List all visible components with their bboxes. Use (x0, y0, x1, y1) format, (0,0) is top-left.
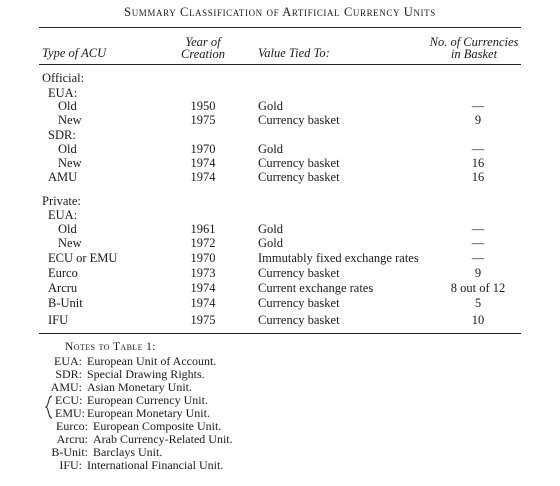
cell-type: EUA: (48, 86, 78, 100)
table-row (0, 170, 560, 184)
cell-type: New (58, 156, 82, 170)
cell-value-tied-to: Gold (258, 222, 283, 236)
note-definition: Arab Currency-Related Unit. (93, 432, 233, 446)
cell-type: New (58, 236, 82, 250)
note-item (48, 420, 221, 432)
cell-type: ECU or EMU (48, 251, 118, 265)
header-value-tied-to: Value Tied To: (258, 46, 330, 60)
header-currencies-line2: in Basket (450, 47, 498, 61)
table-row (0, 313, 560, 327)
top-rule (39, 27, 521, 28)
cell-value-tied-to: Gold (258, 142, 283, 156)
note-definition: Special Drawing Rights. (87, 367, 205, 381)
table-row (0, 236, 560, 250)
note-definition: European Unit of Account. (87, 354, 217, 368)
cell-year: 1972 (190, 236, 216, 250)
cell-year: 1950 (190, 99, 216, 113)
note-abbreviation: SDR: (55, 367, 82, 381)
table-row (0, 251, 560, 265)
cell-value-tied-to: Currency basket (258, 313, 340, 327)
notes-title: Notes to Table 1: (65, 341, 156, 353)
note-abbreviation: IFU: (59, 458, 82, 472)
table-row (0, 113, 560, 127)
cell-type: Eurco (48, 266, 78, 280)
cell-year: 1975 (190, 313, 216, 327)
table-row (0, 208, 560, 222)
cell-currency-count: 16 (471, 170, 485, 184)
cell-value-tied-to: Currency basket (258, 113, 340, 127)
note-abbreviation: Eurco: (56, 419, 88, 433)
cell-currency-count: — (471, 251, 485, 265)
note-item (55, 394, 208, 406)
cell-currency-count: — (471, 99, 485, 113)
cell-year: 1974 (190, 170, 216, 184)
table-row (0, 99, 560, 113)
header-rule (39, 64, 521, 65)
cell-type: Private: (42, 194, 81, 208)
cell-type: EUA: (48, 208, 78, 222)
table-row (0, 222, 560, 236)
cell-year: 1974 (190, 281, 216, 295)
cell-value-tied-to: Currency basket (258, 156, 340, 170)
cell-currency-count: — (471, 222, 485, 236)
cell-year: 1974 (190, 156, 216, 170)
table-row (0, 194, 560, 208)
note-definition: European Monetary Unit. (87, 406, 210, 420)
cell-currency-count: 5 (474, 296, 482, 310)
note-definition: Asian Monetary Unit. (87, 380, 192, 394)
cell-value-tied-to: Currency basket (258, 266, 340, 280)
note-definition: European Composite Unit. (93, 419, 222, 433)
cell-type: B-Unit (48, 296, 83, 310)
cell-type: Old (58, 99, 77, 113)
table-row (0, 266, 560, 280)
bottom-rule (39, 333, 521, 334)
note-abbreviation: Arcru: (56, 432, 88, 446)
cell-currency-count: 9 (474, 113, 482, 127)
note-definition: International Financial Unit. (87, 458, 224, 472)
note-item (48, 433, 233, 445)
table-row (0, 142, 560, 156)
note-item (48, 368, 205, 380)
cell-value-tied-to: Current exchange rates (258, 281, 374, 295)
cell-year: 1970 (190, 142, 216, 156)
note-abbreviation: B-Unit: (51, 445, 88, 459)
header-year-line1: Year of (185, 35, 221, 49)
cell-type: Official: (42, 71, 85, 85)
cell-year: 1973 (190, 266, 216, 280)
note-definition: European Currency Unit. (87, 393, 208, 407)
cell-year: 1975 (190, 113, 216, 127)
cell-year: 1970 (190, 251, 216, 265)
note-abbreviation: ECU: (55, 393, 83, 407)
cell-type: AMU (48, 170, 78, 184)
ecu-emu-brace (45, 395, 53, 419)
table-row (0, 281, 560, 295)
note-definition: Barclays Unit. (93, 445, 163, 459)
cell-value-tied-to: Immutably fixed exchange rates (258, 251, 419, 265)
cell-type: SDR: (48, 128, 76, 142)
cell-year: 1961 (190, 222, 216, 236)
note-abbreviation: EUA: (54, 354, 82, 368)
cell-value-tied-to: Gold (258, 236, 283, 250)
cell-type: New (58, 113, 82, 127)
cell-currency-count: 10 (471, 313, 485, 327)
cell-currency-count: — (471, 142, 485, 156)
note-item (48, 381, 192, 393)
header-currencies-line1: No. of Currencies (429, 35, 519, 49)
header-type-of-acu: Type of ACU (42, 46, 107, 60)
note-abbreviation: AMU: (50, 380, 82, 394)
cell-value-tied-to: Gold (258, 99, 283, 113)
cell-type: Old (58, 222, 77, 236)
cell-type: Arcru (48, 281, 78, 295)
header-year-line2: Creation (181, 47, 225, 61)
cell-type: IFU (48, 313, 69, 327)
note-abbreviation: EMU: (55, 406, 85, 420)
cell-currency-count: — (471, 236, 485, 250)
note-item (48, 459, 223, 471)
cell-currency-count: 9 (474, 266, 482, 280)
table-row (0, 156, 560, 170)
note-item (48, 355, 216, 367)
cell-value-tied-to: Currency basket (258, 296, 340, 310)
note-item (55, 407, 210, 419)
cell-year: 1974 (190, 296, 216, 310)
note-item (48, 446, 162, 458)
table-row (0, 71, 560, 85)
cell-currency-count: 16 (471, 156, 485, 170)
cell-type: Old (58, 142, 77, 156)
table-row (0, 128, 560, 142)
table-row (0, 296, 560, 310)
cell-currency-count: 8 out of 12 (450, 281, 506, 295)
table-title: Summary Classification of Artificial Currency Units (124, 5, 436, 19)
table-row (0, 86, 560, 100)
cell-value-tied-to: Currency basket (258, 170, 340, 184)
